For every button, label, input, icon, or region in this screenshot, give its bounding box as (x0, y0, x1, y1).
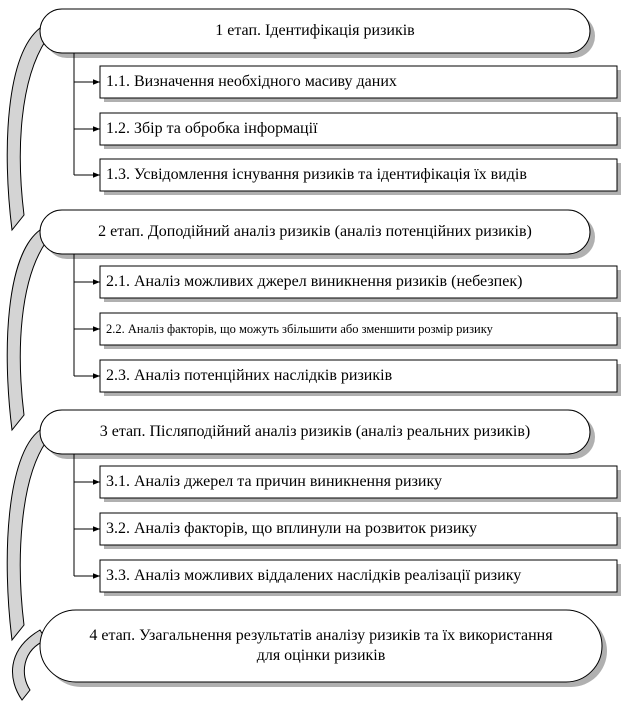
substep-3-3 (100, 560, 617, 592)
stage-connector-arrows (7, 28, 46, 700)
stage-4-label: 4 етап. Узагальнення результатів аналізу ризиків та їх використання для оцінки ризиків (89, 627, 553, 664)
connector-arrow-3-4 (7, 430, 46, 640)
substep-1-2 (100, 113, 617, 145)
substep-label: 1.1. Визначення необхідного масиву даних (106, 73, 397, 90)
stage-3-box (40, 410, 590, 454)
substep-label: 3.2. Аналіз факторів, що вплинули на розвиток ризику (106, 520, 477, 537)
connector-arrow-2-3 (7, 230, 46, 430)
substep-label: 2.2. Аналіз факторів, що можуть збільшити або зменшити розмір ризику (106, 321, 493, 336)
stage-1-box (40, 9, 590, 53)
substep-3-1 (100, 466, 617, 498)
substep-label: 2.3. Аналіз потенційних наслідків ризиків (106, 367, 393, 384)
substep-1-1 (100, 66, 617, 98)
substep-label: 3.1. Аналіз джерел та причин виникнення ризику (106, 473, 443, 490)
substep-2-2 (100, 313, 617, 345)
stage-2-box (40, 210, 590, 254)
substep-connectors (74, 53, 100, 576)
substep-2-1 (100, 266, 617, 298)
stage-2-label: 2 етап. Доподійний аналіз ризиків (аналіз потенційних ризиків) (98, 223, 532, 240)
stage-1-label: 1 етап. Ідентифікація ризиків (215, 22, 415, 39)
stage-3-label: 3 етап. Післяподійний аналіз ризиків (аналіз реальних ризиків) (99, 423, 531, 440)
connector-arrow-1-2 (7, 28, 46, 230)
substep-label: 1.3. Усвідомлення існування ризиків та ідентифікація їх видів (106, 166, 527, 183)
substep-1-3 (100, 159, 617, 191)
stage-4-box (40, 610, 602, 682)
substep-3-2 (100, 513, 617, 545)
substep-label: 3.3. Аналіз можливих віддалених наслідків реалізації ризику (106, 567, 522, 584)
substep-label: 2.1. Аналіз можливих джерел виникнення ризиків (небезпек) (106, 273, 523, 290)
substep-label: 1.2. Збір та обробка інформації (106, 120, 318, 137)
substep-2-3 (100, 360, 617, 392)
